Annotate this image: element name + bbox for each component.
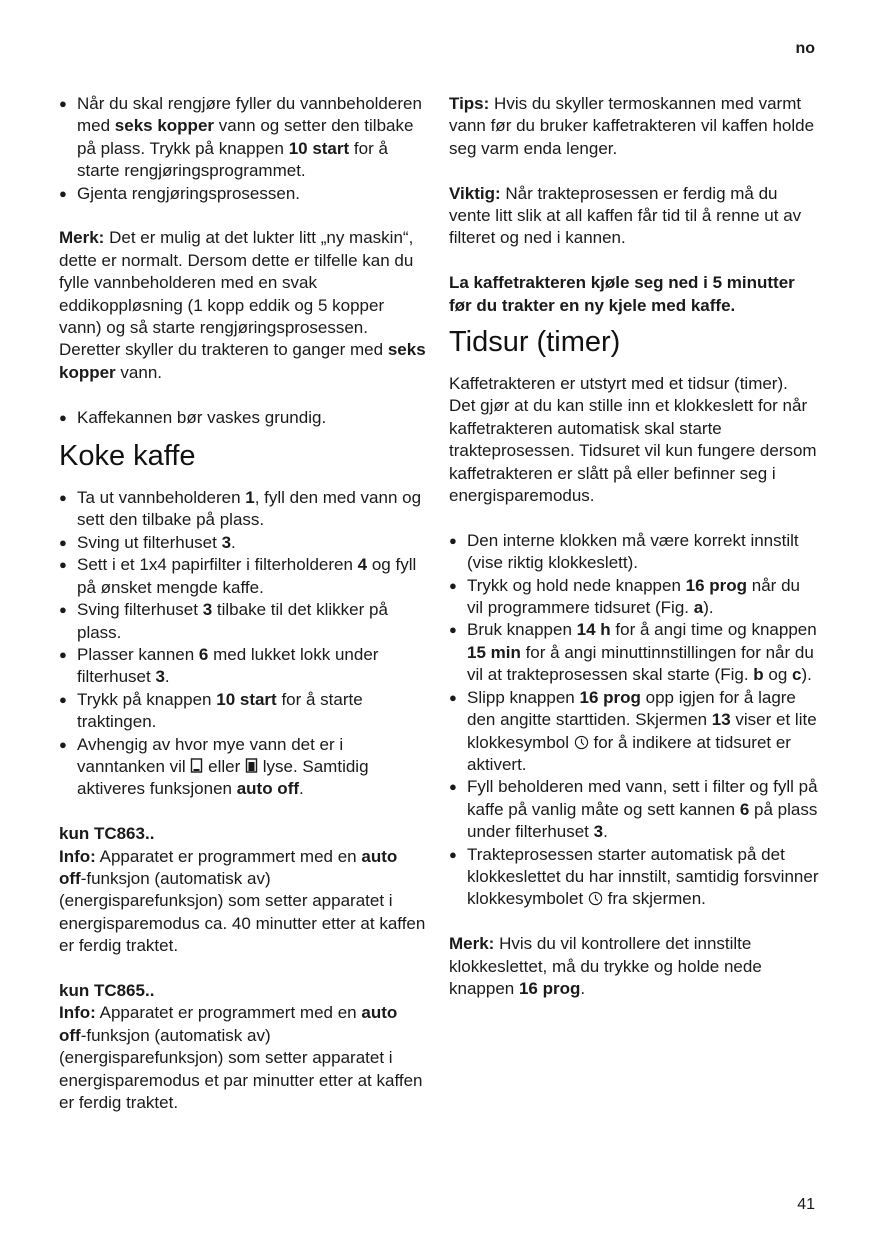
list-item: ● Trakteprosessen starter automatisk på det klokkeslettet du har innstilt, samtidig forsvinner klokkesymbolet fra skjermen. xyxy=(449,844,819,911)
timer-intro: Kaffetrakteren er utstyrt med et tidsur (timer). Det gjør at du kan stille inn et klokkeslett for når kaffetrakteren automatisk skal starte trakteprosessen. Tidsuret vil kun fungere dersom kaffetrakteren er slått på eller befinner seg i energisparemodus. xyxy=(449,374,817,506)
page-number: 41 xyxy=(797,1196,815,1213)
right-column xyxy=(449,93,819,1000)
list-item: ● Sving ut filterhuset 3. xyxy=(59,532,426,554)
list-item: ● Trykk og hold nede knappen 16 prog når du vil programmere tidsuret (Fig. a). xyxy=(449,575,819,620)
clock-icon xyxy=(574,735,589,750)
list-item: ● Slipp knappen 16 prog opp igjen for å lagre den angitte starttiden. Skjermen 13 viser et lite klokkesymbol for å indikere at tidsuret er aktivert. xyxy=(449,687,819,777)
list-item: ● Bruk knappen 14 h for å angi time og knappen 15 min for å angi minuttinnstillingen for når du vil at trakteprosessen skal starte (Fig. b og c). xyxy=(449,619,819,686)
cleaning-list xyxy=(59,93,426,205)
timer-steps-list xyxy=(449,530,819,911)
section-title-koke-kaffe: Koke kaffe xyxy=(59,440,196,473)
tc865-info: Info: Apparatet er programmert med en auto off-funksjon (automatisk av) (energisparefunksjon) som setter apparatet i energisparemodus et par minutter etter at kaffen er ferdig traktet. xyxy=(59,1003,423,1112)
cool-down-note: La kaffetrakteren kjøle seg ned i 5 minutter før du trakter en ny kjele med kaffe. xyxy=(449,273,795,315)
tc863-info: Info: Apparatet er programmert med en auto off-funksjon (automatisk av) (energisparefunksjon) som setter apparatet i energisparemodus ca. 40 minutter etter at kaffen er ferdig traktet. xyxy=(59,846,426,956)
list-item: ● Kaffekannen bør vaskes grundig. xyxy=(59,407,426,429)
list-item: ● Trykk på knappen 10 start for å starte traktingen. xyxy=(59,689,426,734)
list-item: ● Den interne klokken må være korrekt innstilt (vise riktig klokkeslett). xyxy=(449,530,819,575)
tips-note: Tips: Hvis du skyller termoskannen med varmt vann før du bruker kaffetrakteren vil kaffen holde seg varm enda lenger. xyxy=(449,94,815,158)
list-item: ● Avhengig av hvor mye vann det er i vanntanken vil eller lyse. Samtidig aktiveres funksjonen auto off. xyxy=(59,734,426,801)
section-title-tidsur: Tidsur (timer) xyxy=(449,326,621,359)
list-item: ● Sett i et 1x4 papirfilter i filterholderen 4 og fyll på ønsket mengde kaffe. xyxy=(59,554,426,599)
list-item: ● Fyll beholderen med vann, sett i filter og fyll på kaffe på vanlig måte og sett kannen 6 på plass under filterhuset 3. xyxy=(449,776,819,843)
list-item: ● Gjenta rengjøringsprosessen. xyxy=(59,183,426,205)
clock-icon xyxy=(588,891,603,906)
brew-steps-list xyxy=(59,487,426,801)
merk-note: Merk: Det er mulig at det lukter litt „ny maskin“, dette er normalt. Dersom dette er tilfelle kan du fylle vannbeholderen med en svak eddikoppløsning (1 kopp eddik og 5 kopper vann) og så starte rengjøringsprosessen. Deretter skyller du trakteren to ganger med seks kopper vann. xyxy=(59,228,426,382)
list-item: ● Sving filterhuset 3 tilbake til det klikker på plass. xyxy=(59,599,426,644)
language-code: no xyxy=(795,40,815,57)
tc863-model: kun TC863.. xyxy=(59,824,155,844)
merk-note-timer: Merk: Hvis du vil kontrollere det innstilte klokkeslettet, må du trykke og holde nede knappen 16 prog. xyxy=(449,934,762,998)
list-item: ● Når du skal rengjøre fyller du vannbeholderen med seks kopper vann og setter den tilbake på plass. Trykk på knappen 10 start for å starte rengjøringsprogrammet. xyxy=(59,93,426,183)
list-item: ● Ta ut vannbeholderen 1, fyll den med vann og sett den tilbake på plass. xyxy=(59,487,426,532)
left-column xyxy=(59,93,426,1114)
tc865-model: kun TC865.. xyxy=(59,980,155,1000)
viktig-note: Viktig: Når trakteprosessen er ferdig må du vente litt slik at all kaffen får tid til å renne ut av filteret og ned i kannen. xyxy=(449,183,802,248)
cup-large-icon xyxy=(245,758,258,774)
list-item: ● Plasser kannen 6 med lukket lokk under filterhuset 3. xyxy=(59,644,426,689)
cup-small-icon xyxy=(190,758,203,774)
pot-list xyxy=(59,407,426,429)
